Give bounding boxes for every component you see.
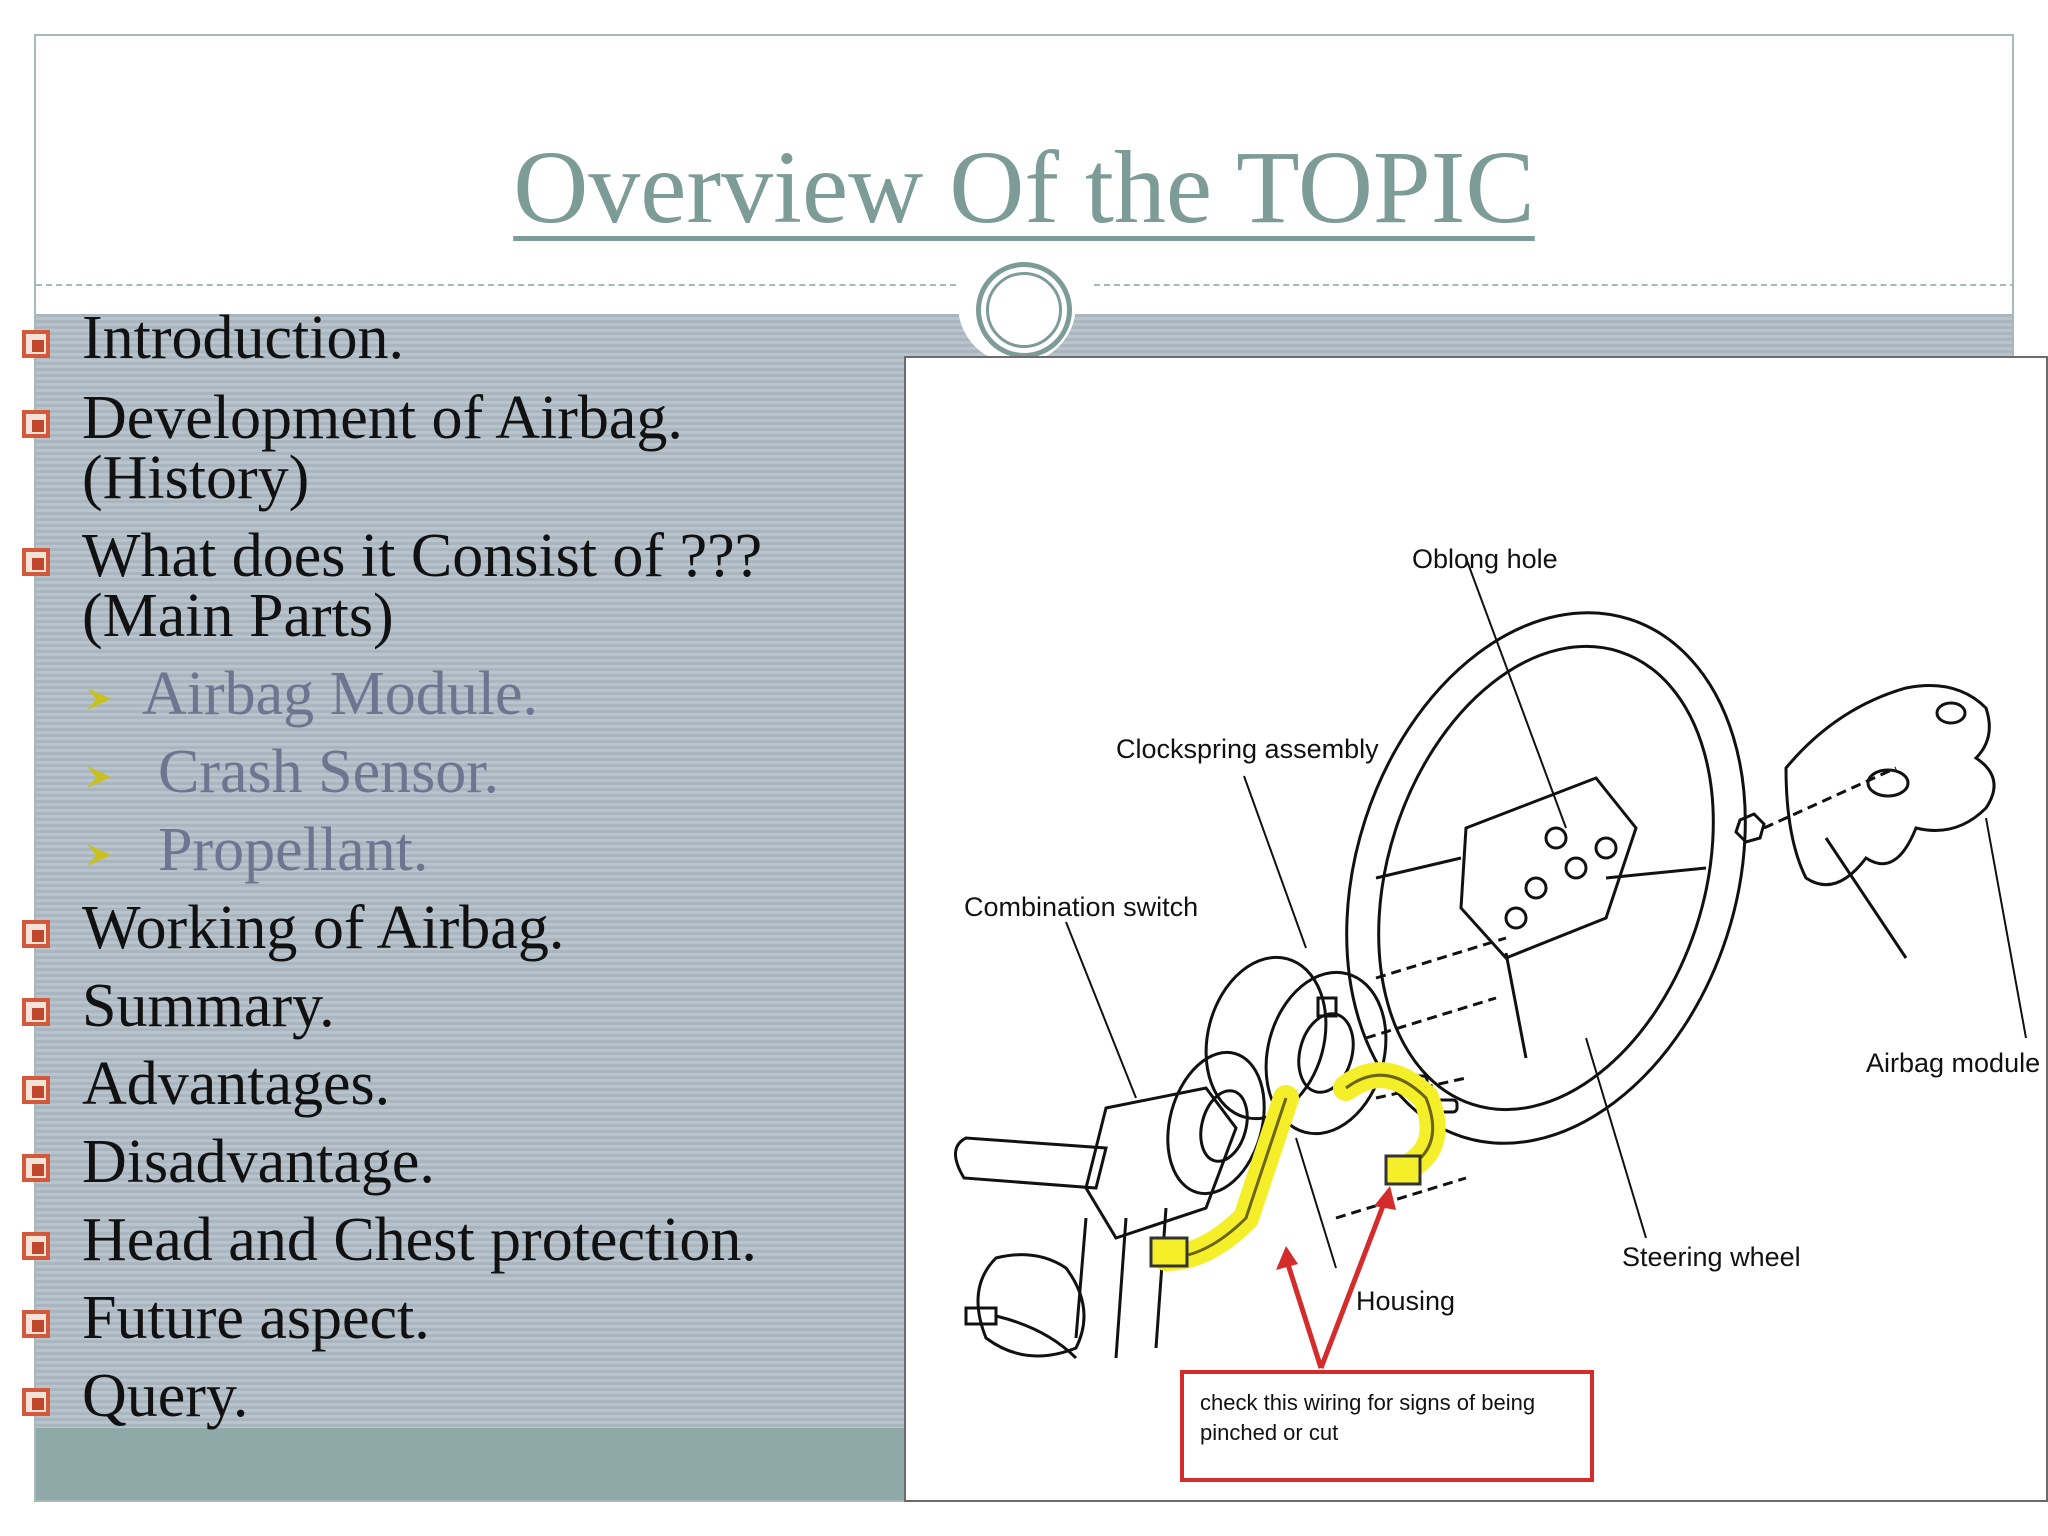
steering-wheel-spoke bbox=[1376, 858, 1706, 1058]
callout-line-1: check this wiring for signs of being bbox=[1200, 1390, 1536, 1415]
hex-nut bbox=[1736, 814, 1764, 842]
stalk-lever bbox=[955, 1138, 1106, 1188]
sub-list-item bbox=[22, 740, 902, 804]
divider-left bbox=[36, 284, 956, 286]
steering-wheel-rim-outer bbox=[1281, 561, 1811, 1196]
list-item-continuation bbox=[22, 584, 902, 648]
list-item-text: Advantages. bbox=[82, 1050, 391, 1118]
square-bullet-icon bbox=[22, 548, 50, 576]
list-item-continuation bbox=[22, 446, 902, 510]
sub-list-item-text: Propellant. bbox=[158, 816, 429, 884]
square-bullet-icon bbox=[22, 998, 50, 1026]
list-item-text: Working of Airbag. bbox=[82, 894, 565, 962]
square-bullet-icon bbox=[22, 330, 50, 358]
square-bullet-icon bbox=[22, 410, 50, 438]
label-clockspring: Clockspring assembly bbox=[1116, 734, 1379, 764]
arrow-bullet-icon bbox=[84, 840, 114, 870]
list-item-text: Head and Chest protection. bbox=[82, 1206, 757, 1274]
label-steering-wheel: Steering wheel bbox=[1622, 1242, 1801, 1272]
airbag-module-cover bbox=[1786, 686, 1994, 885]
square-bullet-icon bbox=[22, 1310, 50, 1338]
airbag-exploded-diagram bbox=[904, 356, 2048, 1502]
list-item bbox=[22, 896, 902, 960]
connector-bundle bbox=[978, 1255, 1084, 1356]
arrow-bullet-icon bbox=[84, 762, 114, 792]
label-housing: Housing bbox=[1356, 1286, 1456, 1316]
list-item bbox=[22, 386, 902, 450]
list-item bbox=[22, 1364, 902, 1428]
list-item bbox=[22, 1130, 902, 1194]
diagram-drawing bbox=[906, 358, 2046, 1500]
steering-wheel-hub bbox=[1461, 778, 1636, 958]
sub-list-item-text: Crash Sensor. bbox=[158, 738, 499, 806]
square-bullet-icon bbox=[22, 1154, 50, 1182]
list-item-text: (Main Parts) bbox=[82, 582, 394, 650]
list-item-text: What does it Consist of ??? bbox=[82, 522, 763, 590]
combination-switch bbox=[1086, 1088, 1236, 1238]
sub-list-item bbox=[22, 662, 902, 726]
topic-list bbox=[22, 306, 902, 1428]
list-item bbox=[22, 974, 902, 1038]
callout-line-2: pinched or cut bbox=[1200, 1420, 1339, 1445]
list-item-text: Query. bbox=[82, 1362, 249, 1430]
list-item-text: Introduction. bbox=[82, 304, 404, 372]
label-airbag-module: Airbag module bbox=[1866, 1048, 2041, 1078]
list-item-text: (History) bbox=[82, 444, 310, 512]
square-bullet-icon bbox=[22, 920, 50, 948]
sub-list-item-text: Airbag Module. bbox=[142, 660, 539, 728]
clockspring-body bbox=[1189, 944, 1343, 1132]
list-item bbox=[22, 1052, 902, 1116]
ring-ornament-inner bbox=[986, 272, 1062, 348]
slide-title: Overview Of the TOPIC bbox=[513, 130, 1535, 245]
sub-list-item bbox=[22, 818, 902, 882]
square-bullet-icon bbox=[22, 1076, 50, 1104]
square-bullet-icon bbox=[22, 1388, 50, 1416]
arrow-bullet-icon bbox=[84, 684, 114, 714]
list-item-text: Future aspect. bbox=[82, 1284, 430, 1352]
divider-right bbox=[1094, 284, 2014, 286]
list-item bbox=[22, 1208, 902, 1272]
list-item-text: Disadvantage. bbox=[82, 1128, 435, 1196]
list-item bbox=[22, 524, 902, 588]
list-item-text: Development of Airbag. bbox=[82, 384, 683, 452]
list-item bbox=[22, 306, 902, 370]
square-bullet-icon bbox=[22, 1232, 50, 1260]
list-item-text: Summary. bbox=[82, 972, 335, 1040]
label-oblong-hole: Oblong hole bbox=[1412, 544, 1558, 574]
wiring-highlight bbox=[1346, 1075, 1433, 1168]
list-item bbox=[22, 1286, 902, 1350]
label-combination-switch: Combination switch bbox=[964, 892, 1199, 922]
